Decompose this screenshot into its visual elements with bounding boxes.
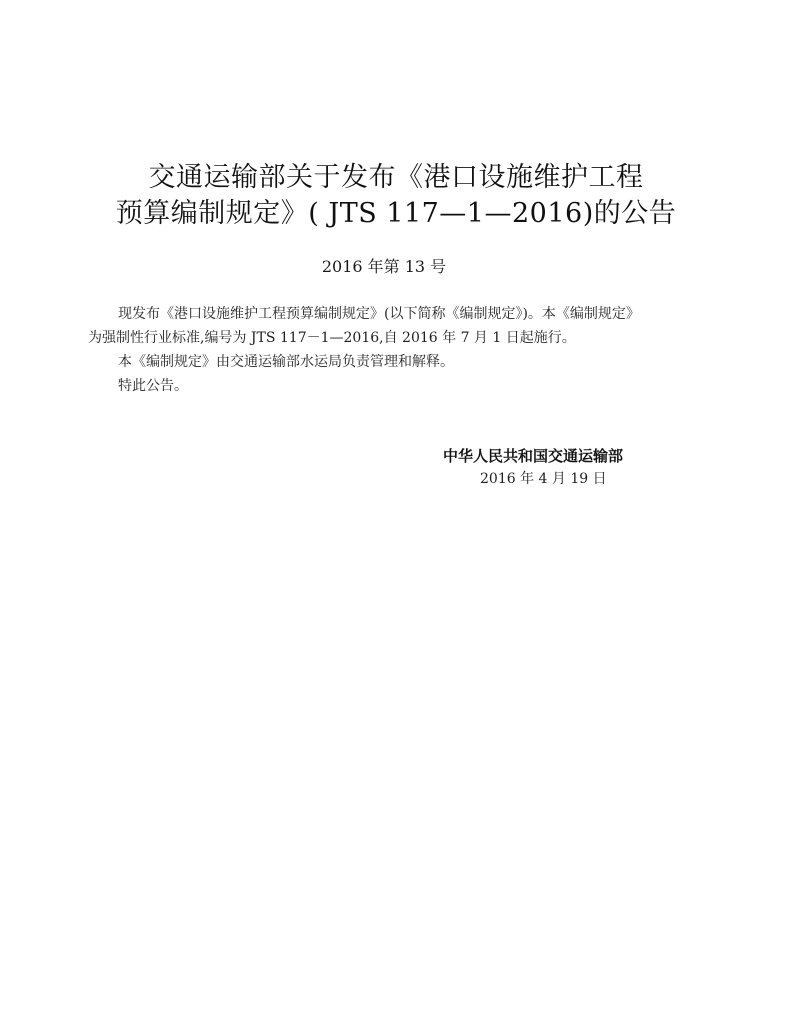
body-paragraph-3: 特此公告。 (118, 378, 188, 394)
body-paragraph-2: 本《编制规定》由交通运输部水运局负责管理和解释。 (118, 354, 454, 370)
announcement-title-line-2: 预算编制规定》( JTS 117—1—2016)的公告 (115, 198, 677, 229)
issue-date: 2016 年 4 月 19 日 (480, 471, 607, 487)
body-paragraph-1-line-2: 为强制性行业标准,编号为 JTS 117－1—2016,自 2016 年 7 月 1 日起施行。 (88, 330, 576, 346)
issuing-authority: 中华人民共和国交通运输部 (443, 447, 624, 465)
document-number: 2016 年第 13 号 (321, 257, 447, 276)
body-paragraph-1-line-1: 现发布《港口设施维护工程预算编制规定》(以下简称《编制规定》)。本《编制规定》 (118, 306, 640, 322)
announcement-title-line-1: 交通运输部关于发布《港口设施维护工程 (148, 162, 644, 193)
